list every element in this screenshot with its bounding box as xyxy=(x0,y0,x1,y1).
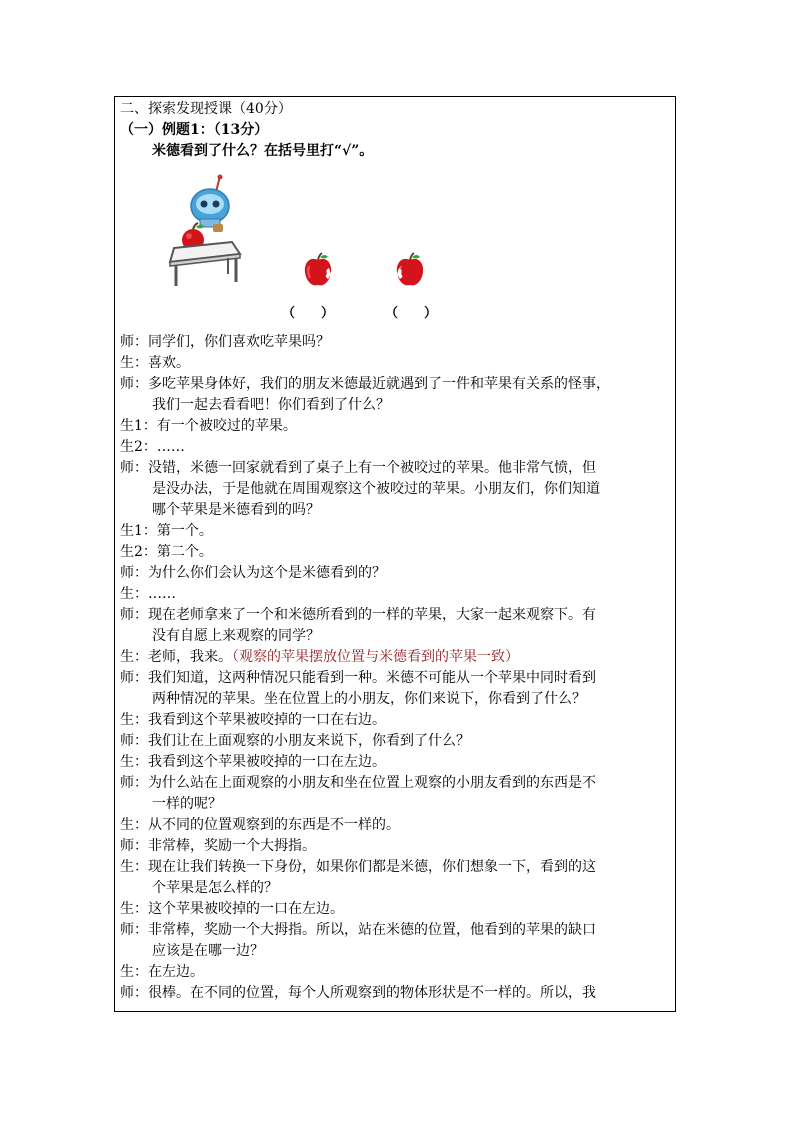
dialogue-line: 我们一起去看看吧！你们看到了什么？ xyxy=(152,397,390,413)
dialogue-line: 生2：第二个。 xyxy=(120,544,213,560)
dialogue-line: 师：非常棒，奖励一个大拇指。所以，站在米德的位置，他看到的苹果的缺口 xyxy=(120,922,596,938)
dialogue-line: 两种情况的苹果。坐在位置上的小朋友，你们来说下，你看到了什么？ xyxy=(152,691,586,707)
dialogue-line: 生：我看到这个苹果被咬掉的一口在左边。 xyxy=(120,754,386,770)
dialogue-line: 生：从不同的位置观察到的东西是不一样的。 xyxy=(120,817,400,833)
dialogue-line: 生：现在让我们转换一下身份，如果你们都是米德，你们想象一下，看到的这 xyxy=(120,859,596,875)
section-heading: 二、探索发现授课（40分） xyxy=(120,101,292,117)
robot-at-table-image xyxy=(160,174,246,289)
dialogue-line: 师：我们让在上面观察的小朋友来说下，你看到了什么？ xyxy=(120,733,470,749)
dialogue xyxy=(120,332,672,1004)
apple-option-a-image xyxy=(303,252,333,288)
dialogue-speaker-text: 生：老师，我来。 xyxy=(120,649,232,665)
lesson-content xyxy=(120,99,672,1004)
question-text: 米德看到了什么？在括号里打“√”。 xyxy=(152,143,374,159)
dialogue-line: 生：我看到这个苹果被咬掉的一口在右边。 xyxy=(120,712,386,728)
dialogue-line: 应该是在哪一边？ xyxy=(152,943,264,959)
answer-bracket-b[interactable]: （ ） xyxy=(385,306,438,321)
dialogue-line: 师：很棒。在不同的位置，每个人所观察到的物体形状是不一样的。所以，我 xyxy=(120,985,596,1001)
dialogue-line: 哪个苹果是米德看到的吗？ xyxy=(152,502,320,518)
dialogue-line: 师：非常棒，奖励一个大拇指。 xyxy=(120,838,316,854)
dialogue-line: 师：多吃苹果身体好，我们的朋友米德最近就遇到了一件和苹果有关系的怪事， xyxy=(120,376,610,392)
stage-direction: （观察的苹果摆放位置与米德看到的苹果一致） xyxy=(232,649,519,665)
dialogue-line: 生：在左边。 xyxy=(120,964,204,980)
dialogue-line xyxy=(120,647,672,668)
dialogue-line: 师：现在老师拿来了一个和米德所看到的一样的苹果，大家一起来观察下。有 xyxy=(120,607,596,623)
answer-bracket-a[interactable]: （ ） xyxy=(282,306,335,321)
dialogue-line: 师：为什么站在上面观察的小朋友和坐在位置上观察的小朋友看到的东西是不 xyxy=(120,775,596,791)
illustration xyxy=(120,162,672,332)
dialogue-line: 生：…… xyxy=(120,586,176,602)
dialogue-line: 生：喜欢。 xyxy=(120,355,190,371)
dialogue-line: 生1：有一个被咬过的苹果。 xyxy=(120,418,297,434)
example-heading: （一）例题1：（13分） xyxy=(120,122,269,138)
dialogue-line: 没有自愿上来观察的同学？ xyxy=(152,628,320,644)
dialogue-line: 师：没错，米德一回家就看到了桌子上有一个被咬过的苹果。他非常气愤，但 xyxy=(120,460,596,476)
dialogue-line: 师：同学们，你们喜欢吃苹果吗？ xyxy=(120,334,330,350)
dialogue-line: 生1：第一个。 xyxy=(120,523,213,539)
dialogue-line: 生2：…… xyxy=(120,439,185,455)
dialogue-line: 师：我们知道，这两种情况只能看到一种。米德不可能从一个苹果中同时看到 xyxy=(120,670,596,686)
dialogue-line: 师：为什么你们会认为这个是米德看到的？ xyxy=(120,565,386,581)
lesson-table-cell xyxy=(114,96,676,1012)
dialogue-line: 个苹果是怎么样的？ xyxy=(152,880,278,896)
dialogue-line: 是没办法，于是他就在周围观察这个被咬过的苹果。小朋友们，你们知道 xyxy=(152,481,600,497)
dialogue-line: 生：这个苹果被咬掉的一口在左边。 xyxy=(120,901,344,917)
dialogue-line: 一样的呢？ xyxy=(152,796,222,812)
apple-option-b-image xyxy=(395,252,425,288)
